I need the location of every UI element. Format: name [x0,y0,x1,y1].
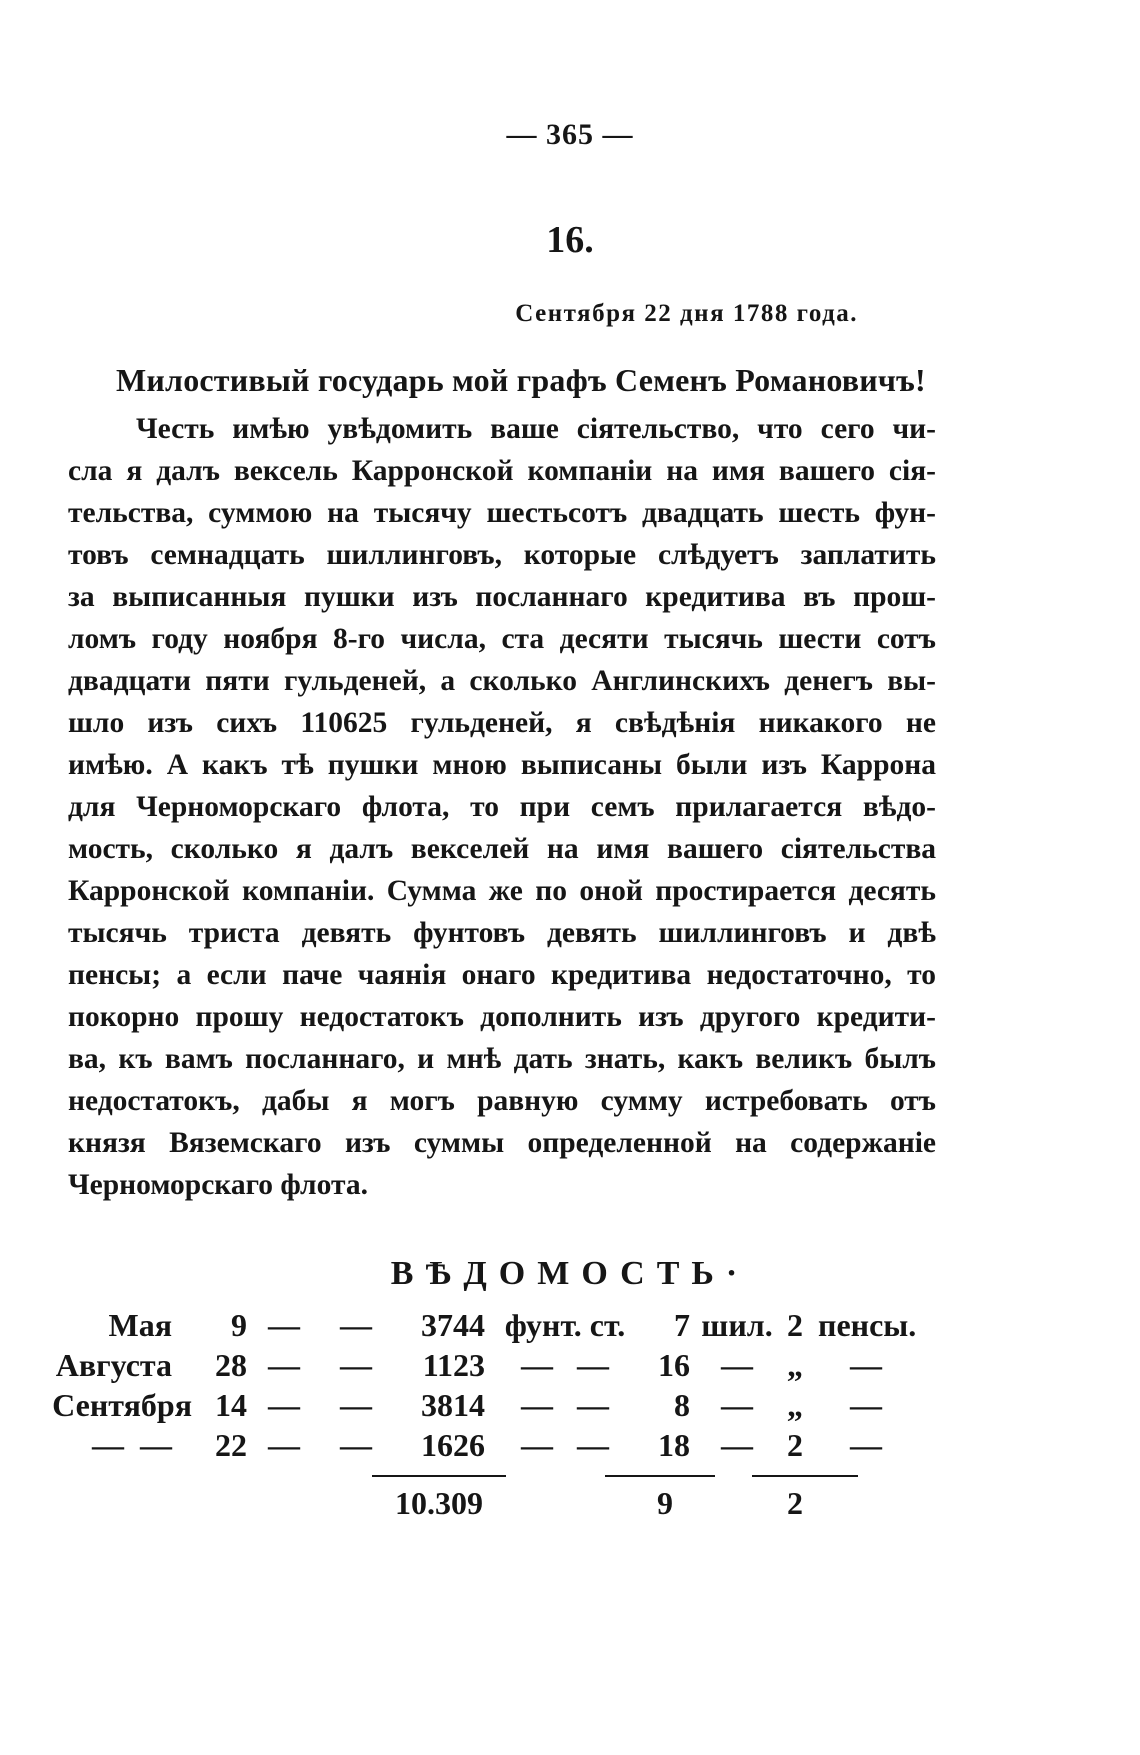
ledger-dash: — [268,1427,300,1463]
ledger-pounds-unit: фунт. ст. [504,1307,626,1343]
ledger-shillings-unit: — [721,1347,753,1383]
salutation: Милостивый государь мой графъ Семенъ Романовичъ! [116,362,926,398]
page-number: — 365 — [506,118,634,151]
body-line: покорно прошу недостатокъ дополнить изъ другого кредити- [68,1001,936,1033]
total-pence: 2 [787,1485,803,1521]
ledger-day: 14 [215,1387,247,1423]
body-line: шло изъ сихъ 110625 гульденей, я свѣдѣнія никакого не [68,707,936,739]
body-line: имѣю. А какъ тѣ пушки мною выписаны были изъ Каррона [68,749,936,781]
ledger-shillings-unit: шил. [701,1307,773,1343]
ledger-pence: „ [787,1347,803,1383]
ledger-pence-unit: — [850,1347,882,1383]
body-line: за выписанныя пушки изъ посланнаго кредитива въ прош- [68,581,936,613]
ledger-month: Августа [55,1347,172,1383]
statement-title: ВѢДОМОСТЬ· [390,1255,750,1292]
document-number: 16. [546,219,594,261]
ledger-dash: — [340,1307,372,1343]
ledger-dash: — [268,1387,300,1423]
letter-body [68,408,936,1206]
body-line: сла я далъ вексель Карронской компаніи на имя вашего сія- [68,455,936,487]
ledger-pence-unit: — [850,1387,882,1423]
ledger-dash: — [340,1387,372,1423]
body-line: тельства, суммою на тысячу шестьсотъ двадцать шесть фун- [68,497,936,529]
ledger-dash: — [340,1427,372,1463]
body-line: пенсы; а если паче чаянія онаго кредитива недостаточно, то [68,959,936,991]
sum-rule-pence [752,1475,858,1477]
ledger-table [0,1307,1140,1537]
ledger-dash: — [268,1347,300,1383]
total-shillings: 9 [657,1485,673,1521]
body-line: мость, сколько я далъ векселей на имя вашего сіятельства [68,833,936,865]
sum-rule-pounds [372,1475,506,1477]
sum-rule-shillings [605,1475,715,1477]
body-line: князя Вяземскаго изъ суммы определенной на содержаніе [68,1127,936,1159]
date-line: Сентября 22 дня 1788 года. [515,300,858,327]
ledger-shillings-unit: — [721,1387,753,1423]
ledger-pounds: 1123 [422,1347,485,1383]
ledger-shillings: 8 [674,1387,690,1423]
total-pounds: 10.309 [395,1485,483,1521]
ledger-dash: — [340,1347,372,1383]
ledger-pounds-unit: — — [521,1427,609,1463]
ledger-shillings: 7 [674,1307,690,1343]
body-line: недостатокъ, дабы я могъ равную сумму истребовать отъ [68,1085,936,1117]
ledger-pounds: 1626 [421,1427,485,1463]
ledger-pounds-unit: — — [521,1387,609,1423]
ledger-day: 28 [215,1347,247,1383]
body-line: для Черноморскаго флота, то при семъ прилагается вѣдо- [68,791,936,823]
ledger-shillings-unit: — [721,1427,753,1463]
ledger-dash: — [268,1307,300,1343]
ledger-pence-unit: пенсы. [818,1307,917,1343]
body-line: ва, къ вамъ посланнаго, и мнѣ дать знать, какъ великъ былъ [68,1043,936,1075]
ledger-shillings: 18 [658,1427,690,1463]
ledger-pence-unit: — [850,1427,882,1463]
body-line: тысячь триста девять фунтовъ девять шиллинговъ и двѣ [68,917,936,949]
body-line: Черноморскаго флота. [68,1169,368,1201]
body-line: двадцати пяти гульденей, а сколько Англинскихъ денегъ вы- [68,665,936,697]
ledger-pounds: 3814 [421,1387,485,1423]
ledger-month: Сентября [52,1387,192,1423]
ledger-pence: „ [787,1387,803,1423]
ledger-shillings: 16 [658,1347,690,1383]
body-line: товъ семнадцать шиллинговъ, которые слѣдуетъ заплатить [68,539,936,571]
ledger-day: 22 [215,1427,247,1463]
ledger-pounds: 3744 [421,1307,485,1343]
body-line: Честь имѣю увѣдомить ваше сіятельство, что сего чи- [136,413,936,445]
ledger-pence: 2 [787,1427,803,1463]
ledger-pence: 2 [787,1307,803,1343]
ledger-pounds-unit: — — [521,1347,609,1383]
body-line: Карронской компаніи. Сумма же по оной простирается десять [68,875,936,907]
body-line: ломъ году ноября 8-го числа, ста десяти тысячь шести сотъ [68,623,936,655]
ledger-month: Мая [108,1307,172,1343]
ledger-day: 9 [231,1307,247,1343]
ledger-month: — — [92,1427,172,1463]
